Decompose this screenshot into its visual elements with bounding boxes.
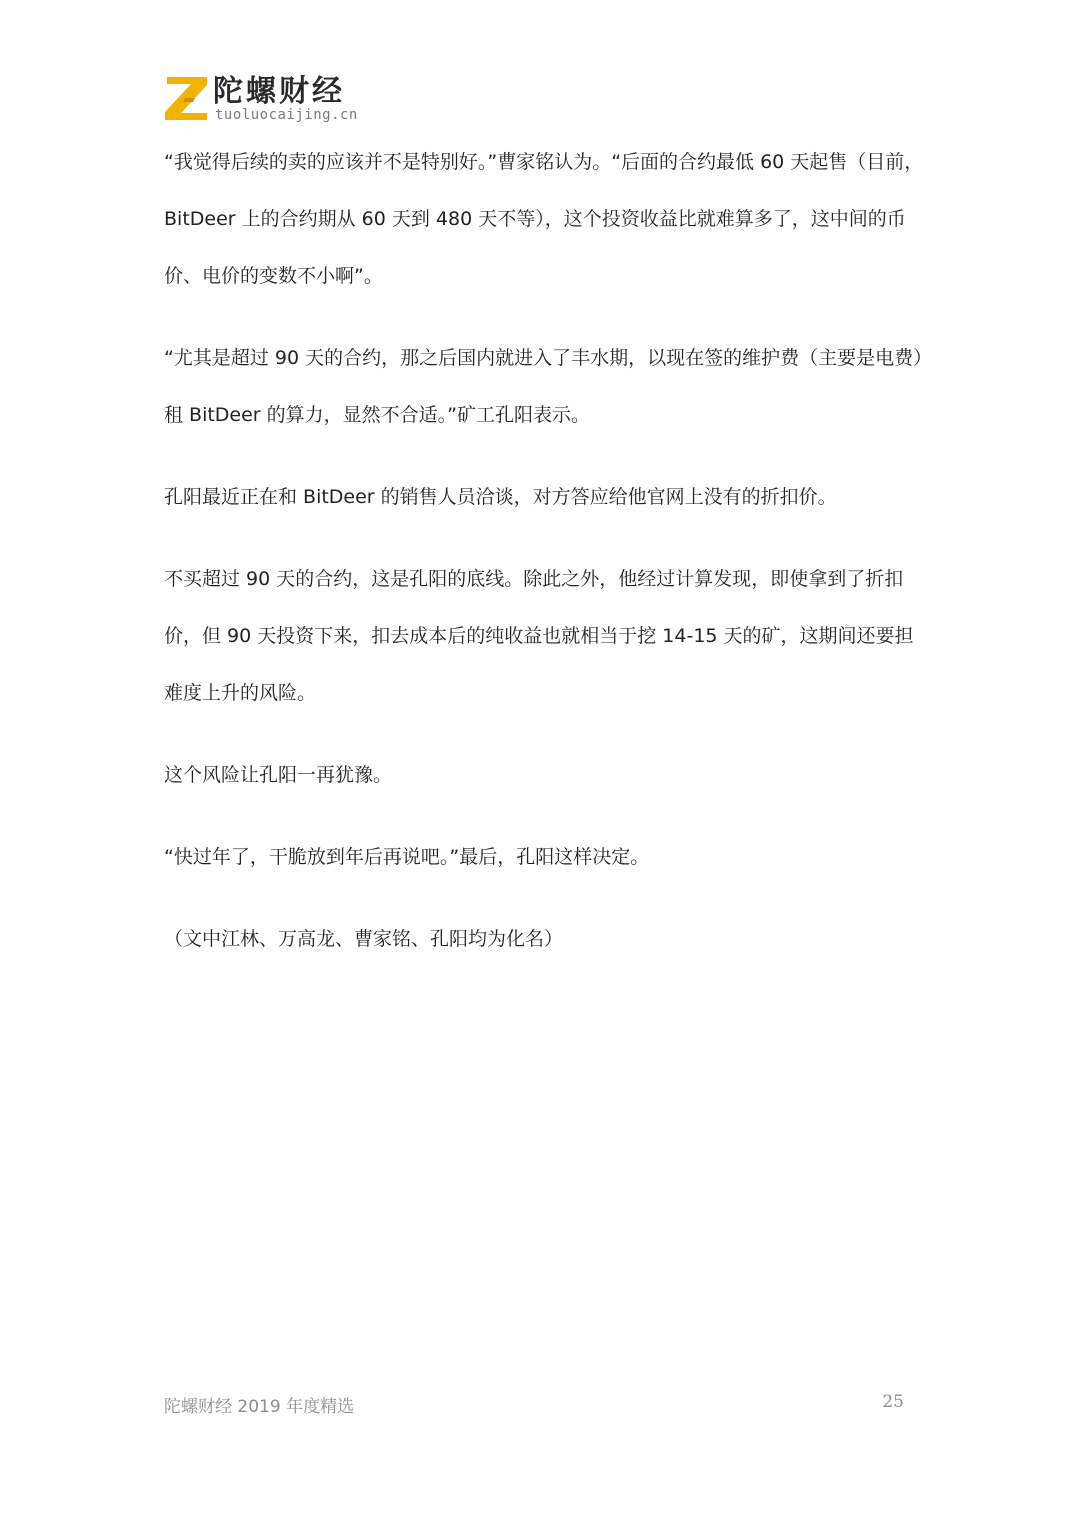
z-logo-icon bbox=[163, 74, 209, 122]
header-logo bbox=[163, 74, 403, 126]
paragraph-3: 孔阳最近正在和 BitDeer 的销售人员洽谈，对方答应给他官网上没有的折扣价。 bbox=[164, 486, 837, 508]
article-body bbox=[164, 134, 924, 968]
paragraph-4: 不买超过 90 天的合约，这是孔阳的底线。除此之外，他经过计算发现，即使拿到了折扣价，但 90 天投资下来，扣去成本后的纯收益也就相当于挖 14-15 天的矿，这期间还要担难度上升的风险。 bbox=[164, 568, 914, 704]
logo-url: tuoluocaijing.cn bbox=[215, 107, 358, 123]
paragraph-5: 这个风险让孔阳一再犹豫。 bbox=[164, 764, 393, 786]
paragraph-6: “快过年了，干脆放到年后再说吧。”最后，孔阳这样决定。 bbox=[164, 846, 650, 868]
paragraph-7: （文中江林、万高龙、曹家铭、孔阳均为化名） bbox=[164, 928, 564, 950]
page-number: 25 bbox=[882, 1392, 904, 1412]
logo-name: 陀螺财经 bbox=[213, 74, 345, 109]
paragraph-2: “尤其是超过 90 天的合约，那之后国内就进入了丰水期，以现在签的维护费（主要是电费）租 BitDeer 的算力，显然不合适。”矿工孔阳表示。 bbox=[164, 347, 923, 426]
paragraph-1: “我觉得后续的卖的应该并不是特别好。”曹家铭认为。“后面的合约最低 60 天起售（目前，BitDeer 上的合约期从 60 天到 480 天不等），这个投资收益比就难算多了，这中间的币价、电价的变数不小啊”。 bbox=[164, 151, 924, 287]
footer-publication: 陀螺财经 2019 年度精选 bbox=[164, 1397, 355, 1417]
